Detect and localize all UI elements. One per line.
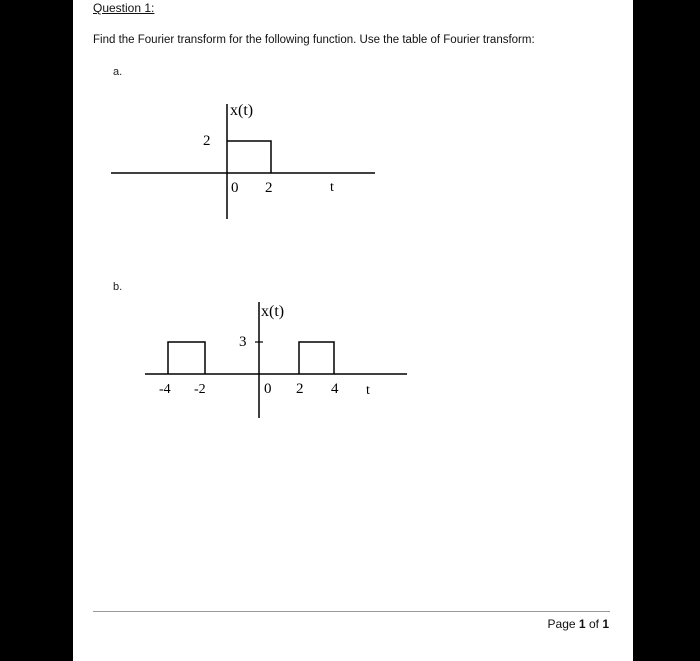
part-a-axis-t: t (330, 180, 334, 195)
page-word: Page (547, 617, 576, 631)
document-page (73, 0, 633, 661)
part-b-amplitude: 3 (239, 334, 247, 350)
page-number (548, 617, 609, 631)
part-a-tick-2: 2 (265, 180, 273, 196)
part-a-label: a. (113, 66, 123, 78)
part-b-axis-t: t (366, 383, 370, 398)
part-b-tick-4: 4 (331, 381, 339, 397)
page-current: 1 (578, 617, 586, 631)
page-total: 1 (602, 617, 609, 631)
part-b-label: b. (113, 281, 123, 293)
part-b-tick-neg2: -2 (194, 382, 206, 397)
part-a-amplitude: 2 (203, 133, 211, 149)
part-b-function-label: x(t) (261, 303, 285, 320)
question-instruction: Find the Fourier transform for the following function. Use the table of Fourier transform: (93, 34, 535, 46)
part-b-tick-neg4: -4 (159, 382, 171, 397)
figure-b-graph (73, 0, 633, 661)
question-title: Question 1: (93, 1, 155, 15)
part-a-tick-0: 0 (231, 180, 239, 196)
part-a-function-label: x(t) (230, 102, 254, 119)
part-b-tick-0: 0 (264, 381, 272, 397)
of-word: of (588, 617, 599, 631)
part-b-tick-2: 2 (296, 381, 304, 397)
footer-divider (93, 611, 610, 612)
